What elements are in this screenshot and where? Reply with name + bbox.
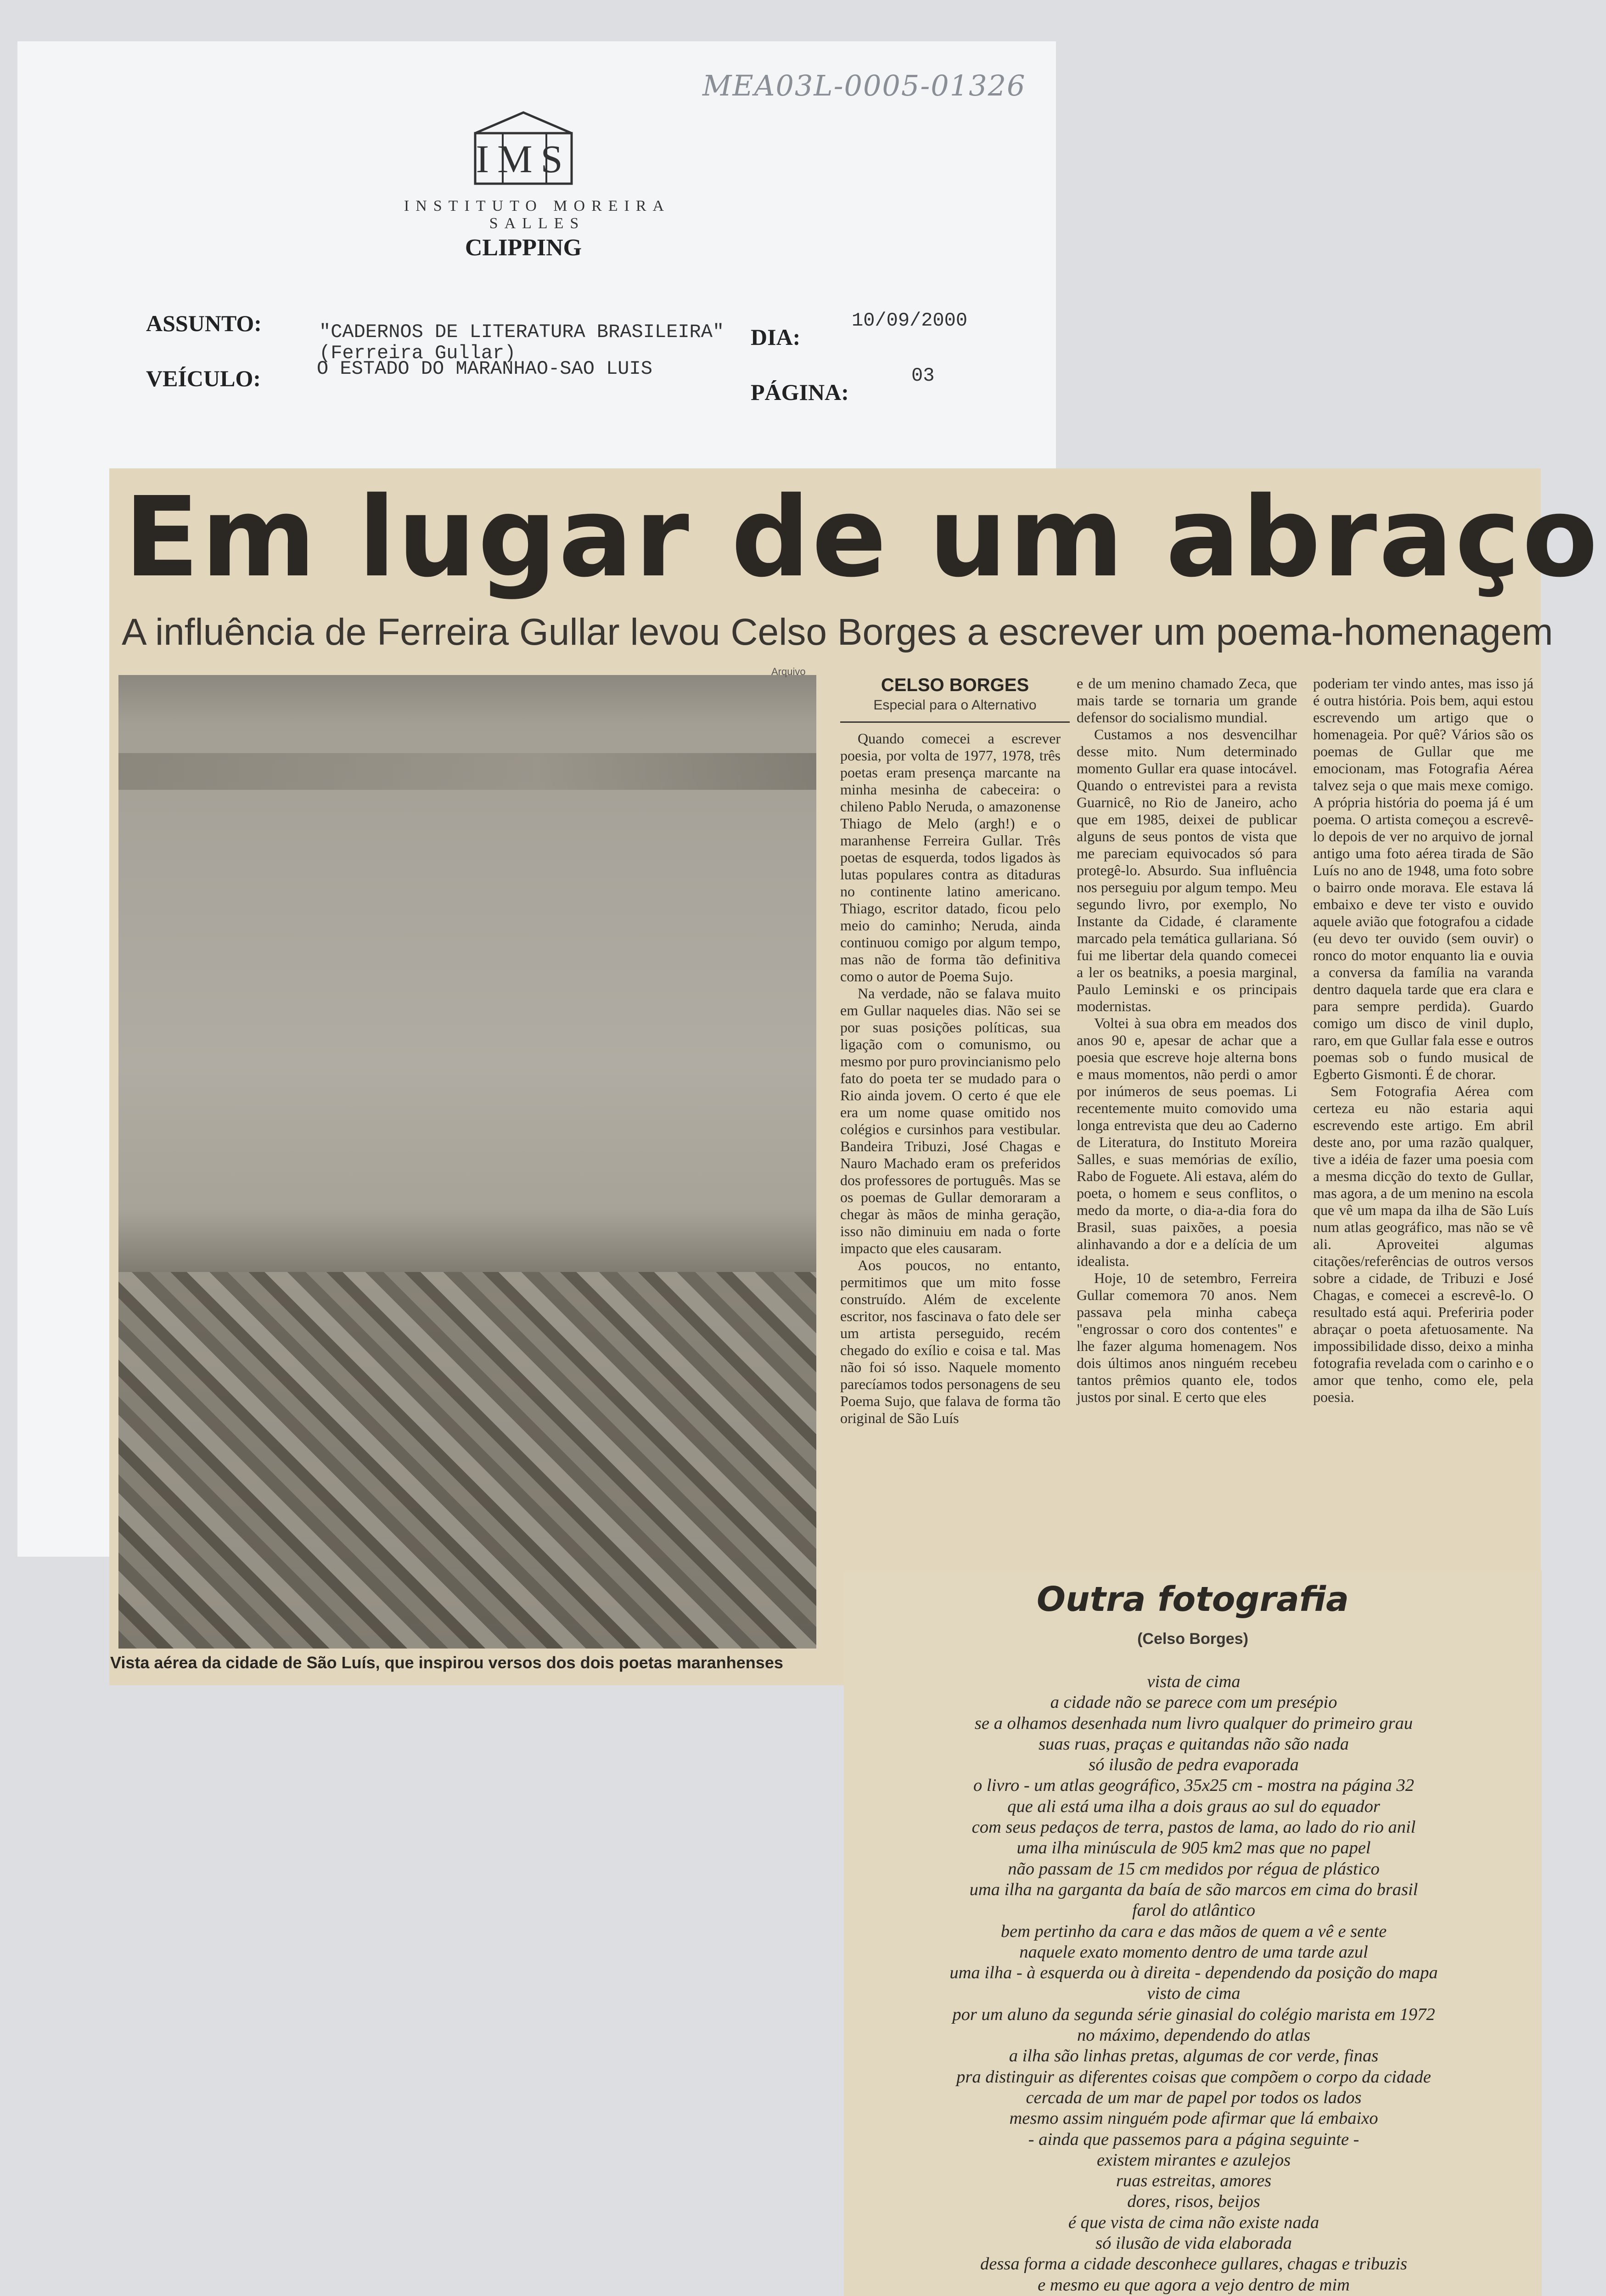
poem-line: é que vista de cima não existe nada bbox=[1068, 2212, 1320, 2232]
paragraph: e de um menino chamado Zeca, que mais tarde se tornaria um grande defensor do socialismo mundial. bbox=[1077, 675, 1297, 726]
logo-text: IMS bbox=[476, 137, 571, 181]
ims-logo-icon bbox=[466, 110, 581, 186]
photo-credit: Arquivo bbox=[771, 666, 806, 677]
author-block bbox=[840, 675, 1070, 723]
poem-line: existem mirantes e azulejos bbox=[1096, 2150, 1291, 2170]
article-subheadline: A influência de Ferreira Gullar levou Celso Borges a escrever um poema-homenagem bbox=[122, 611, 1553, 653]
author-role: Especial para o Alternativo bbox=[873, 698, 1037, 713]
poem-line: bem pertinho da cara e das mãos de quem a vê e sente bbox=[1000, 1921, 1387, 1941]
poem-line: a cidade não se parece com um presépio bbox=[1050, 1693, 1337, 1712]
paragraph: Quando comecei a escrever poesia, por volta de 1977, 1978, três poetas eram presença marcante na minha mesinha de cabeceira: o chileno Pablo Neruda, o amazonense Thiago de Melo (argh!) e o maranhense Ferreira Gullar. Três poetas de esquerda, todos ligados às lutas populares contra as ditaduras no continente latino americano. Thiago, escritor datado, ficou pelo meio do caminho; Neruda, ainda continuou comigo por algum tempo, mas não de forma tão definitiva como o autor de Poema Sujo. bbox=[840, 730, 1061, 985]
article-column-1 bbox=[840, 730, 1061, 1427]
poem-line: visto de cima bbox=[1147, 1984, 1241, 2003]
poem-line: dores, risos, beijos bbox=[1127, 2192, 1260, 2212]
paragraph: Custamos a nos desvencilhar desse mito. Num determinado momento Gullar era quase intocável. Quando o entrevistei para a revista Guarnicê, no Rio de Janeiro, acho que em 1985, deixei de publicar alguns de seus pontos de vista que me pareciam equivocados só para protegê-lo. Absurdo. Sua influência nos perseguiu por algum tempo. Meu segundo livro, por exemplo, No Instante da Cidade, é claramente marcado pela temática gullariana. Só fui me libertar dela quando comecei a ler os beatniks, a poesia marginal, Paulo Leminski e os principais modernistas. bbox=[1077, 726, 1297, 1014]
paragraph: poderiam ter vindo antes, mas isso já é outra história. Pois bem, aqui estou escrevendo um artigo que o homenageia. Por quê? Vários são os poemas de Gullar que me emocionam, mas Fotografia Aérea talvez seja o que mais mexe comigo. A própria história do poema já é um poema. O artista começou a escrevê-lo depois de ver no arquivo de jornal antigo uma foto aérea tirada de São Luís no ano de 1948, uma foto sobre o bairro onde morava. Ele estava lá embaixo e deve ter visto e ouvido aquele avião que fotografou a cidade (eu devo ter ouvido (sem ouvir) o ronco do motor enquanto lia e ouvia a conversa da família na varanda dentro daquela tarde que era clara e para sempre perdida). Guardo comigo um disco de vinil duplo, raro, em que Gullar fala esse e outros poemas sob o fundo musical de Egberto Gismonti. É de chorar. bbox=[1313, 675, 1533, 1082]
archive-stamp: MEA03L-0005-01326 bbox=[702, 69, 1026, 102]
poem-line: por um aluno da segunda série ginasial do colégio marista em 1972 bbox=[952, 2004, 1435, 2024]
poem-line: farol do atlântico bbox=[1132, 1901, 1256, 1920]
poem-line: vista de cima bbox=[1147, 1672, 1241, 1691]
article-headline: Em lugar de um abraço bbox=[124, 473, 1600, 602]
poem-line: dessa forma a cidade desconhece gullares, chagas e tribuzis bbox=[980, 2254, 1407, 2274]
veiculo-label: VEÍCULO: bbox=[146, 366, 261, 391]
poem-line: uma ilha na garganta da baía de são marcos em cima do brasil bbox=[969, 1880, 1418, 1899]
photo-shoreline bbox=[118, 753, 816, 790]
poem-line: com seus pedaços de terra, pastos de lama, ao lado do rio anil bbox=[971, 1818, 1416, 1837]
paragraph: Voltei à sua obra em meados dos anos 90 e, apesar de achar que a poesia que escreve hoje alterna bons e maus momentos, não perdi o amor por inúmeros de seus poemas. Li recentemente muito comovido uma longa entrevista que deu ao Caderno de Literatura, do Instituto Moreira Salles, e suas memórias de exílio, Rabo de Foguete. Ali estava, além do poeta, o homem e seus conflitos, o medo da morte, o dia-a-dia fora do Brasil, suas paixões, a poesia alinhavando a dor e a delícia de um idealista. bbox=[1077, 1015, 1297, 1269]
veiculo-value: O ESTADO DO MARANHAO-SAO LUIS bbox=[317, 358, 652, 380]
poem-line: ruas estreitas, amores bbox=[1116, 2171, 1272, 2191]
poem-line: - ainda que passemos para a página seguinte - bbox=[1028, 2129, 1359, 2149]
paragraph: Sem Fotografia Aérea com certeza eu não estaria aqui escrevendo este artigo. Em abril deste ano, por uma razão qualquer, tive a idéia de fazer uma poesia com a mesma dicção do texto de Gullar, mas agora, a de um menino na escola que vê um mapa da ilha de São Luís num atlas geográfico, mas não se vê ali. Aproveitei algumas citações/referências de outros versos sobre a cidade, de Tribuzi e José Chagas, e comecei a escrevê-lo. O resultado está aqui. Preferiria poder abraçar o poeta afetuosamente. Na impossibilidade disso, deixo a minha fotografia revelada com o carinho e o amor que tenho, como ele, pela poesia. bbox=[1313, 1083, 1533, 1405]
poem-line: cercada de um mar de papel por todos os lados bbox=[1026, 2088, 1362, 2107]
author-rule bbox=[840, 721, 1070, 723]
poem-line: se a olhamos desenhada num livro qualquer do primeiro grau bbox=[974, 1713, 1413, 1733]
paragraph: Na verdade, não se falava muito em Gullar naqueles dias. Não sei se por suas posições políticas, sua ligação com o comunismo, ou mesmo por puro provincianismo pelo fato do poeta ter se mudado para o Rio ainda jovem. O certo é que ele era um nome quase omitido nos colégios e cursinhos para vestibular. Bandeira Tribuzi, José Chagas e Nauro Machado eram os preferidos dos professores de português. Mas se os poemas de Gullar demoraram a chegar às mãos de minha geração, isso não diminuiu em nada o forte impacto que eles causaram. bbox=[840, 985, 1061, 1256]
paragraph: Aos poucos, no entanto, permitimos que um mito fosse construído. Além de excelente escritor, nos fascinava o fato dele ser um artista perseguido, recém chegado do exílio e coisa e tal. Mas não foi só isso. Naquele momento parecíamos todos personagens de seu Poema Sujo, que falava de forma tão original de São Luís bbox=[840, 1257, 1061, 1426]
photo-city-rooftops bbox=[118, 1272, 816, 1649]
poem-line: naquele exato momento dentro de uma tarde azul bbox=[1019, 1942, 1368, 1962]
assunto-label: ASSUNTO: bbox=[146, 310, 262, 336]
pagina-value: 03 bbox=[911, 365, 935, 387]
clipping-title: CLIPPING bbox=[465, 235, 582, 261]
institute-name: INSTITUTO MOREIRA SALLES bbox=[404, 197, 671, 232]
poem-line: que ali está uma ilha a dois graus ao sul do equador bbox=[1007, 1796, 1380, 1816]
poem-author: (Celso Borges) bbox=[1137, 1630, 1248, 1648]
poem-line: pra distinguir as diferentes coisas que compõem o corpo da cidade bbox=[956, 2067, 1431, 2087]
dia-label: DIA: bbox=[751, 324, 801, 350]
poem-line: uma ilha - à esquerda ou à direita - dependendo da posição do mapa bbox=[949, 1963, 1438, 1983]
poem-line: e mesmo eu que agora a vejo dentro de mim bbox=[1038, 2275, 1350, 2295]
photo-caption: Vista aérea da cidade de São Luís, que inspirou versos dos dois poetas maranhenses bbox=[110, 1653, 783, 1672]
poem-line: a ilha são linhas pretas, algumas de cor verde, finas bbox=[1009, 2046, 1379, 2066]
poem-line: uma ilha minúscula de 905 km2 mas que no papel bbox=[1016, 1838, 1371, 1858]
ims-logo bbox=[466, 110, 581, 186]
poem-line: só ilusão de vida elaborada bbox=[1095, 2234, 1292, 2253]
paragraph: Hoje, 10 de setembro, Ferreira Gullar comemora 70 anos. Nem passava pela minha cabeça "engrossar o coro dos contentes" e lhe fazer alguma homenagem. Nos dois últimos anos ninguém recebeu tantos prêmios quanto ele, todos justos por sinal. E certo que eles bbox=[1077, 1270, 1297, 1405]
poem-line: não passam de 15 cm medidos por régua de plástico bbox=[1008, 1859, 1380, 1879]
assunto-value-2: (Ferreira Gullar) bbox=[319, 342, 516, 364]
article-column-2 bbox=[1077, 675, 1297, 1406]
poem-title: Outra fotografia bbox=[1037, 1580, 1349, 1619]
aerial-photo bbox=[118, 675, 816, 1649]
article-column-3 bbox=[1313, 675, 1533, 1406]
poem-line: suas ruas, praças e quitandas não são nada bbox=[1039, 1734, 1349, 1754]
poem-line: mesmo assim ninguém pode afirmar que lá embaixo bbox=[1009, 2109, 1378, 2128]
author-name: CELSO BORGES bbox=[881, 675, 1029, 695]
poem-line: no máximo, dependendo do atlas bbox=[1077, 2026, 1310, 2045]
poem-line: só ilusão de pedra evaporada bbox=[1089, 1755, 1299, 1775]
pagina-label: PÁGINA: bbox=[751, 379, 849, 405]
assunto-value-1: "CADERNOS DE LITERATURA BRASILEIRA" bbox=[319, 321, 724, 343]
poem-body bbox=[854, 1671, 1533, 2296]
poem-line: o livro - um atlas geográfico, 35x25 cm - mostra na página 32 bbox=[973, 1776, 1414, 1795]
dia-value: 10/09/2000 bbox=[852, 310, 968, 332]
